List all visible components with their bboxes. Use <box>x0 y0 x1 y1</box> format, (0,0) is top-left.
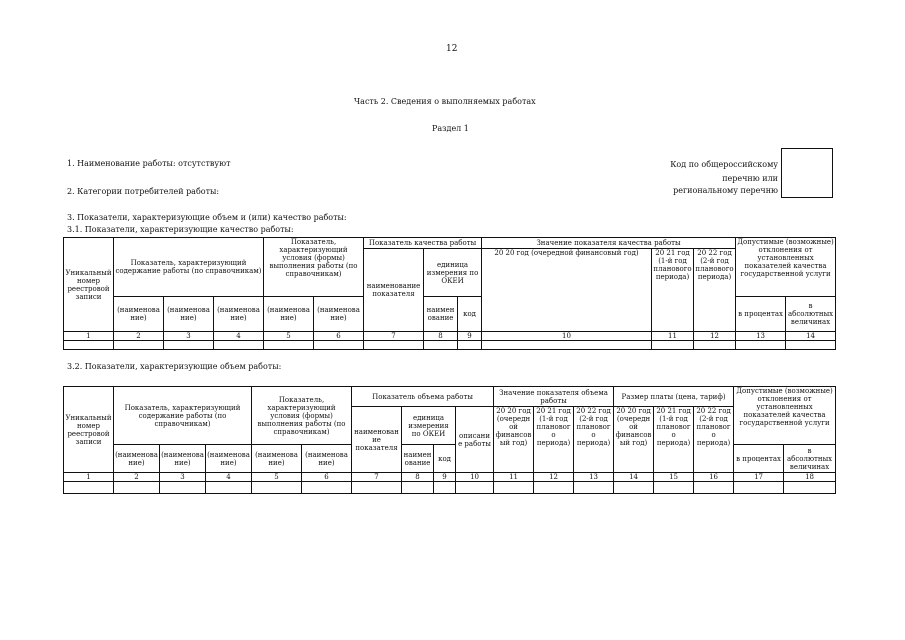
table-cell[interactable] <box>214 341 264 350</box>
volume-table <box>63 386 836 494</box>
code-label-3: региональному перечню <box>673 186 778 195</box>
table-cell[interactable] <box>482 341 652 350</box>
col-number: 11 <box>652 332 694 341</box>
volume-table-title: 3.2. Показатели, характеризующие объем работы: <box>67 362 282 371</box>
table-cell[interactable] <box>302 482 352 494</box>
col-number: 8 <box>402 473 434 482</box>
header-quality-name: наименование показателя <box>364 249 424 332</box>
col-number: 7 <box>352 473 402 482</box>
col-number: 14 <box>786 332 836 341</box>
col-number: 15 <box>654 473 694 482</box>
table-cell[interactable] <box>652 341 694 350</box>
col-number: 3 <box>164 332 214 341</box>
header-unit-name: наименование <box>402 445 434 473</box>
table-cell[interactable] <box>206 482 252 494</box>
code-label-1: Код по общероссийскому <box>670 160 778 169</box>
part-title: Часть 2. Сведения о выполняемых работах <box>354 97 536 106</box>
header-fee-year-2: 20 21 год (1-й год планового периода) <box>654 407 694 473</box>
table-row <box>64 482 836 494</box>
col-number: 4 <box>214 332 264 341</box>
header-name: (наименование) <box>114 297 164 332</box>
header-quality: Показатель качества работы <box>364 238 482 249</box>
col-number: 8 <box>424 332 458 341</box>
header-value-year-3: 20 22 год (2-й год планового периода) <box>574 407 614 473</box>
header-conditions: Показатель, характеризующий условия (формы) выполнения работы (по справочникам) <box>252 387 352 445</box>
table-cell[interactable] <box>786 341 836 350</box>
table-cell[interactable] <box>252 482 302 494</box>
col-number: 2 <box>114 473 160 482</box>
header-year-3: 20 22 год (2-й год планового периода) <box>694 249 736 332</box>
table-cell[interactable] <box>534 482 574 494</box>
table-cell[interactable] <box>114 341 164 350</box>
col-number: 5 <box>252 473 302 482</box>
col-number: 1 <box>64 332 114 341</box>
header-absolute: в абсолютных величинах <box>784 445 836 473</box>
header-description: описание работы <box>456 407 494 473</box>
header-name: (наименование) <box>314 297 364 332</box>
col-number: 16 <box>694 473 734 482</box>
header-name: (наименование) <box>164 297 214 332</box>
header-value-year-1: 20 20 год (очередной финансовый год) <box>494 407 534 473</box>
table-cell[interactable] <box>64 341 114 350</box>
code-label-2: перечню или <box>722 174 778 183</box>
section-title: Раздел 1 <box>432 124 469 133</box>
table-cell[interactable] <box>694 482 734 494</box>
header-unit-code: код <box>434 445 456 473</box>
table-cell[interactable] <box>456 482 494 494</box>
col-number: 4 <box>206 473 252 482</box>
col-number: 14 <box>614 473 654 482</box>
table-cell[interactable] <box>424 341 458 350</box>
table-cell[interactable] <box>654 482 694 494</box>
header-unit-name: наименование <box>424 297 458 332</box>
header-unit-code: код <box>458 297 482 332</box>
col-number: 5 <box>264 332 314 341</box>
table-cell[interactable] <box>458 341 482 350</box>
header-unique-number: Уникальный номер реестровой записи <box>64 387 114 473</box>
header-year-2: 20 21 год (1-й год планового периода) <box>652 249 694 332</box>
header-percent: в процентах <box>734 445 784 473</box>
header-content: Показатель, характеризующий содержание работы (по справочникам) <box>114 387 252 445</box>
header-name: (наименование) <box>206 445 252 473</box>
header-fee: Размер платы (цена, тариф) <box>614 387 734 407</box>
col-number: 9 <box>434 473 456 482</box>
table-cell[interactable] <box>614 482 654 494</box>
col-number: 3 <box>160 473 206 482</box>
header-unit: единица измерения по ОКЕИ <box>424 249 482 297</box>
header-volume-name: наименование показателя <box>352 407 402 473</box>
header-value-year-2: 20 21 год (1-й год планового периода) <box>534 407 574 473</box>
indicators-title: 3. Показатели, характеризующие объем и (или) качество работы: <box>67 213 347 222</box>
col-number: 12 <box>534 473 574 482</box>
col-number: 11 <box>494 473 534 482</box>
col-number: 13 <box>736 332 786 341</box>
col-number: 18 <box>784 473 836 482</box>
header-fee-year-1: 20 20 год (очередной финансовый год) <box>614 407 654 473</box>
table-cell[interactable] <box>364 341 424 350</box>
header-year-1: 20 20 год (очередной финансовый год) <box>482 249 652 332</box>
header-deviation: Допустимые (возможные) отклонения от установленных показателей качества государственной услуги <box>736 238 836 297</box>
header-deviation: Допустимые (возможные) отклонения от установленных показателей качества государственной услуги <box>734 387 836 445</box>
header-percent: в процентах <box>736 297 786 332</box>
col-number: 10 <box>482 332 652 341</box>
table-cell[interactable] <box>164 341 214 350</box>
code-box[interactable] <box>781 148 833 198</box>
col-number: 12 <box>694 332 736 341</box>
table-cell[interactable] <box>734 482 784 494</box>
table-cell[interactable] <box>160 482 206 494</box>
col-number: 1 <box>64 473 114 482</box>
table-row <box>64 341 836 350</box>
table-cell[interactable] <box>434 482 456 494</box>
header-fee-year-3: 20 22 год (2-й год планового периода) <box>694 407 734 473</box>
col-number: 6 <box>302 473 352 482</box>
header-conditions: Показатель, характеризующий условия (формы) выполнения работы (по справочникам) <box>264 238 364 297</box>
table-cell[interactable] <box>736 341 786 350</box>
header-unique-number: Уникальный номер реестровой записи <box>64 238 114 332</box>
col-number: 13 <box>574 473 614 482</box>
header-value: Значение показателя качества работы <box>482 238 736 249</box>
table-cell[interactable] <box>402 482 434 494</box>
header-absolute: в абсолютных величинах <box>786 297 836 332</box>
header-name: (наименование) <box>114 445 160 473</box>
table-cell[interactable] <box>264 341 314 350</box>
table-cell[interactable] <box>64 482 114 494</box>
header-name: (наименование) <box>302 445 352 473</box>
header-name: (наименование) <box>252 445 302 473</box>
col-number: 9 <box>458 332 482 341</box>
table-cell[interactable] <box>784 482 836 494</box>
page-number: 12 <box>446 44 458 54</box>
col-number: 17 <box>734 473 784 482</box>
quality-table-title: 3.1. Показатели, характеризующие качество работы: <box>67 225 294 234</box>
col-number: 7 <box>364 332 424 341</box>
header-volume: Показатель объема работы <box>352 387 494 407</box>
header-name: (наименование) <box>264 297 314 332</box>
header-name: (наименование) <box>214 297 264 332</box>
header-content: Показатель, характеризующий содержание работы (по справочникам) <box>114 238 264 297</box>
header-unit: единица измерения по ОКЕИ <box>402 407 456 445</box>
table-cell[interactable] <box>694 341 736 350</box>
header-value: Значение показателя объема работы <box>494 387 614 407</box>
col-number: 2 <box>114 332 164 341</box>
quality-table <box>63 237 836 350</box>
work-name: 1. Наименование работы: отсутствуют <box>67 159 231 168</box>
consumer-categories: 2. Категории потребителей работы: <box>67 187 220 196</box>
table-cell[interactable] <box>494 482 534 494</box>
col-number: 10 <box>456 473 494 482</box>
table-cell[interactable] <box>574 482 614 494</box>
table-cell[interactable] <box>352 482 402 494</box>
header-name: (наименование) <box>160 445 206 473</box>
table-cell[interactable] <box>314 341 364 350</box>
col-number: 6 <box>314 332 364 341</box>
table-cell[interactable] <box>114 482 160 494</box>
